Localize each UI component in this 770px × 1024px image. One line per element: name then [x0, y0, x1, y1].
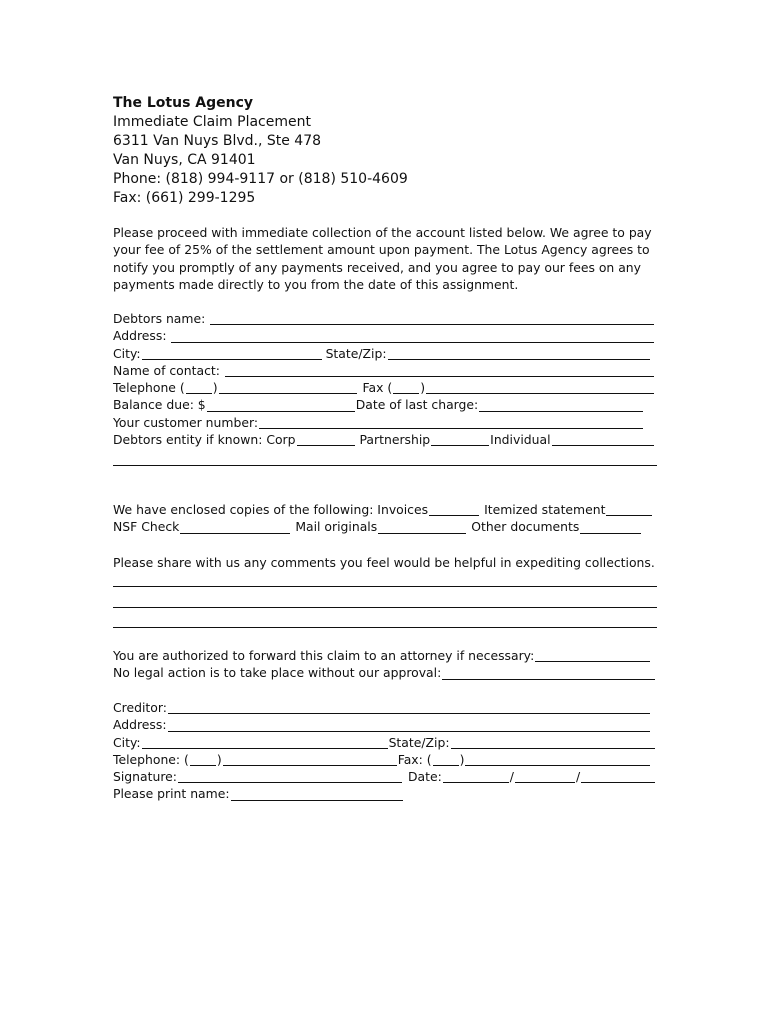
- print-name-label: Please print name:: [113, 786, 230, 802]
- creditor-fax-label: Fax: (: [397, 751, 432, 767]
- attorney-label: You are authorized to forward this claim to an attorney if necessary:: [113, 648, 535, 663]
- date-separator: /: [575, 769, 581, 785]
- date-year-field[interactable]: [581, 769, 655, 783]
- customer-number-label: Your customer number:: [113, 414, 258, 430]
- phone-line: Phone: (818) 994-9117 or (818) 510-4609: [113, 171, 408, 187]
- creditor-state-zip-label: State/Zip:: [388, 734, 450, 750]
- entity-corp-label: Debtors entity if known: Corp: [113, 432, 296, 448]
- creditor-area-code-field[interactable]: [190, 752, 216, 766]
- invoices-label: We have enclosed copies of the following: Invoices: [113, 502, 429, 517]
- invoices-field[interactable]: [429, 502, 479, 516]
- legal-field[interactable]: [442, 666, 655, 680]
- creditor-state-zip-field[interactable]: [451, 735, 655, 749]
- itemized-label: Itemized statement: [484, 502, 606, 517]
- signature-row: [113, 768, 656, 785]
- legal-label: No legal action is to take place without our approval:: [113, 665, 442, 681]
- date-month-field[interactable]: [443, 769, 509, 783]
- signature-field[interactable]: [178, 769, 402, 783]
- debtor-state-zip-label: State/Zip:: [325, 345, 387, 361]
- debtor-city-row: [113, 345, 655, 362]
- entity-partnership-label: Partnership: [359, 432, 431, 448]
- customer-number-row: [113, 414, 655, 431]
- entity-partnership-field[interactable]: [431, 432, 489, 446]
- debtor-balance-row: [113, 396, 655, 413]
- comments-prompt: Please share with us any comments you feel would be helpful in expediting collections.: [113, 555, 655, 570]
- date-day-field[interactable]: [515, 769, 575, 783]
- debtor-state-zip-field[interactable]: [388, 346, 650, 360]
- debtor-city-label: City:: [113, 345, 141, 361]
- customer-number-field[interactable]: [259, 415, 643, 429]
- creditor-city-field[interactable]: [142, 735, 388, 749]
- debtor-address-field[interactable]: [171, 329, 654, 343]
- documents-row-2: [113, 518, 653, 535]
- creditor-telephone-field[interactable]: [223, 752, 397, 766]
- other-documents-field[interactable]: [580, 520, 641, 534]
- other-documents-label: Other documents: [471, 519, 580, 535]
- creditor-address-row: [113, 716, 656, 733]
- entity-individual-label: Individual: [490, 432, 551, 448]
- paren-close: ): [420, 380, 426, 396]
- attorney-field[interactable]: [535, 648, 650, 662]
- agency-header: [113, 94, 408, 208]
- address-line-1: 6311 Van Nuys Blvd., Ste 478: [113, 133, 322, 149]
- documents-row-1: [113, 501, 653, 518]
- legal-row: [113, 664, 656, 681]
- creditor-city-label: City:: [113, 734, 141, 750]
- agency-name: The Lotus Agency: [113, 95, 254, 111]
- entity-row: [113, 431, 655, 448]
- debtor-telephone-label: Telephone (: [113, 380, 185, 396]
- entity-individual-field[interactable]: [552, 432, 654, 446]
- mail-originals-label: Mail originals: [295, 519, 378, 535]
- signature-label: Signature:: [113, 769, 177, 785]
- debtor-phone-row: [113, 379, 655, 396]
- documents-section: [113, 501, 653, 536]
- creditor-telephone-label: Telephone: (: [113, 751, 189, 767]
- creditor-city-row: [113, 734, 656, 751]
- form-title: Immediate Claim Placement: [113, 114, 311, 130]
- creditor-field[interactable]: [168, 700, 650, 714]
- last-charge-label: Date of last charge:: [355, 397, 479, 413]
- debtor-telephone-field[interactable]: [219, 380, 357, 394]
- print-name-row: [113, 785, 656, 802]
- debtor-fax-field[interactable]: [426, 380, 654, 394]
- intro-paragraph: Please proceed with immediate collection of the account listed below. We agree to pay your fee of 25% of the settlement amount upon payment. The Lotus Agency agrees to notify you promptly of any payments received, and you agree to pay our fees on any payments made directly to you from the date of this assignment.: [113, 225, 652, 293]
- balance-due-label: Balance due: $: [113, 397, 206, 413]
- comments-line-1[interactable]: [113, 586, 657, 587]
- nsf-check-field[interactable]: [180, 520, 290, 534]
- debtor-address-row: [113, 327, 655, 344]
- creditor-address-field[interactable]: [168, 718, 650, 732]
- creditor-row: [113, 699, 656, 716]
- creditor-address-label: Address:: [113, 717, 167, 733]
- debtor-name-row: [113, 310, 655, 327]
- paren-close: ): [459, 751, 465, 767]
- last-charge-field[interactable]: [479, 398, 643, 412]
- entity-corp-field[interactable]: [297, 432, 355, 446]
- debtor-name-field[interactable]: [210, 311, 654, 325]
- creditor-phone-row: [113, 751, 656, 768]
- debtor-fax-label: Fax (: [362, 380, 393, 396]
- date-label: Date:: [407, 769, 442, 785]
- debtor-contact-field[interactable]: [225, 363, 654, 377]
- print-name-field[interactable]: [231, 787, 403, 801]
- itemized-field[interactable]: [606, 502, 652, 516]
- debtor-section: [113, 310, 655, 448]
- creditor-fax-area-code-field[interactable]: [433, 752, 459, 766]
- creditor-section: [113, 699, 656, 803]
- address-line-2: Van Nuys, CA 91401: [113, 152, 256, 168]
- fax-line: Fax: (661) 299-1295: [113, 190, 256, 206]
- debtor-address-label: Address:: [113, 328, 167, 344]
- attorney-row: [113, 647, 656, 664]
- debtor-contact-row: [113, 362, 655, 379]
- debtor-contact-label: Name of contact:: [113, 362, 220, 378]
- debtor-city-field[interactable]: [142, 346, 322, 360]
- debtor-name-label: Debtors name:: [113, 311, 206, 326]
- debtor-area-code-field[interactable]: [186, 380, 212, 394]
- date-separator: /: [509, 769, 514, 785]
- mail-originals-field[interactable]: [378, 520, 466, 534]
- paren-close: ): [212, 380, 218, 396]
- creditor-fax-field[interactable]: [465, 752, 650, 766]
- comments-line-3[interactable]: [113, 627, 657, 628]
- debtor-extra-line[interactable]: [113, 465, 657, 466]
- nsf-check-label: NSF Check: [113, 519, 180, 535]
- comments-line-2[interactable]: [113, 607, 657, 608]
- debtor-fax-area-code-field[interactable]: [393, 380, 419, 394]
- balance-due-field[interactable]: [207, 398, 355, 412]
- creditor-label: Creditor:: [113, 700, 167, 715]
- paren-close: ): [216, 751, 222, 767]
- authorization-section: [113, 647, 656, 682]
